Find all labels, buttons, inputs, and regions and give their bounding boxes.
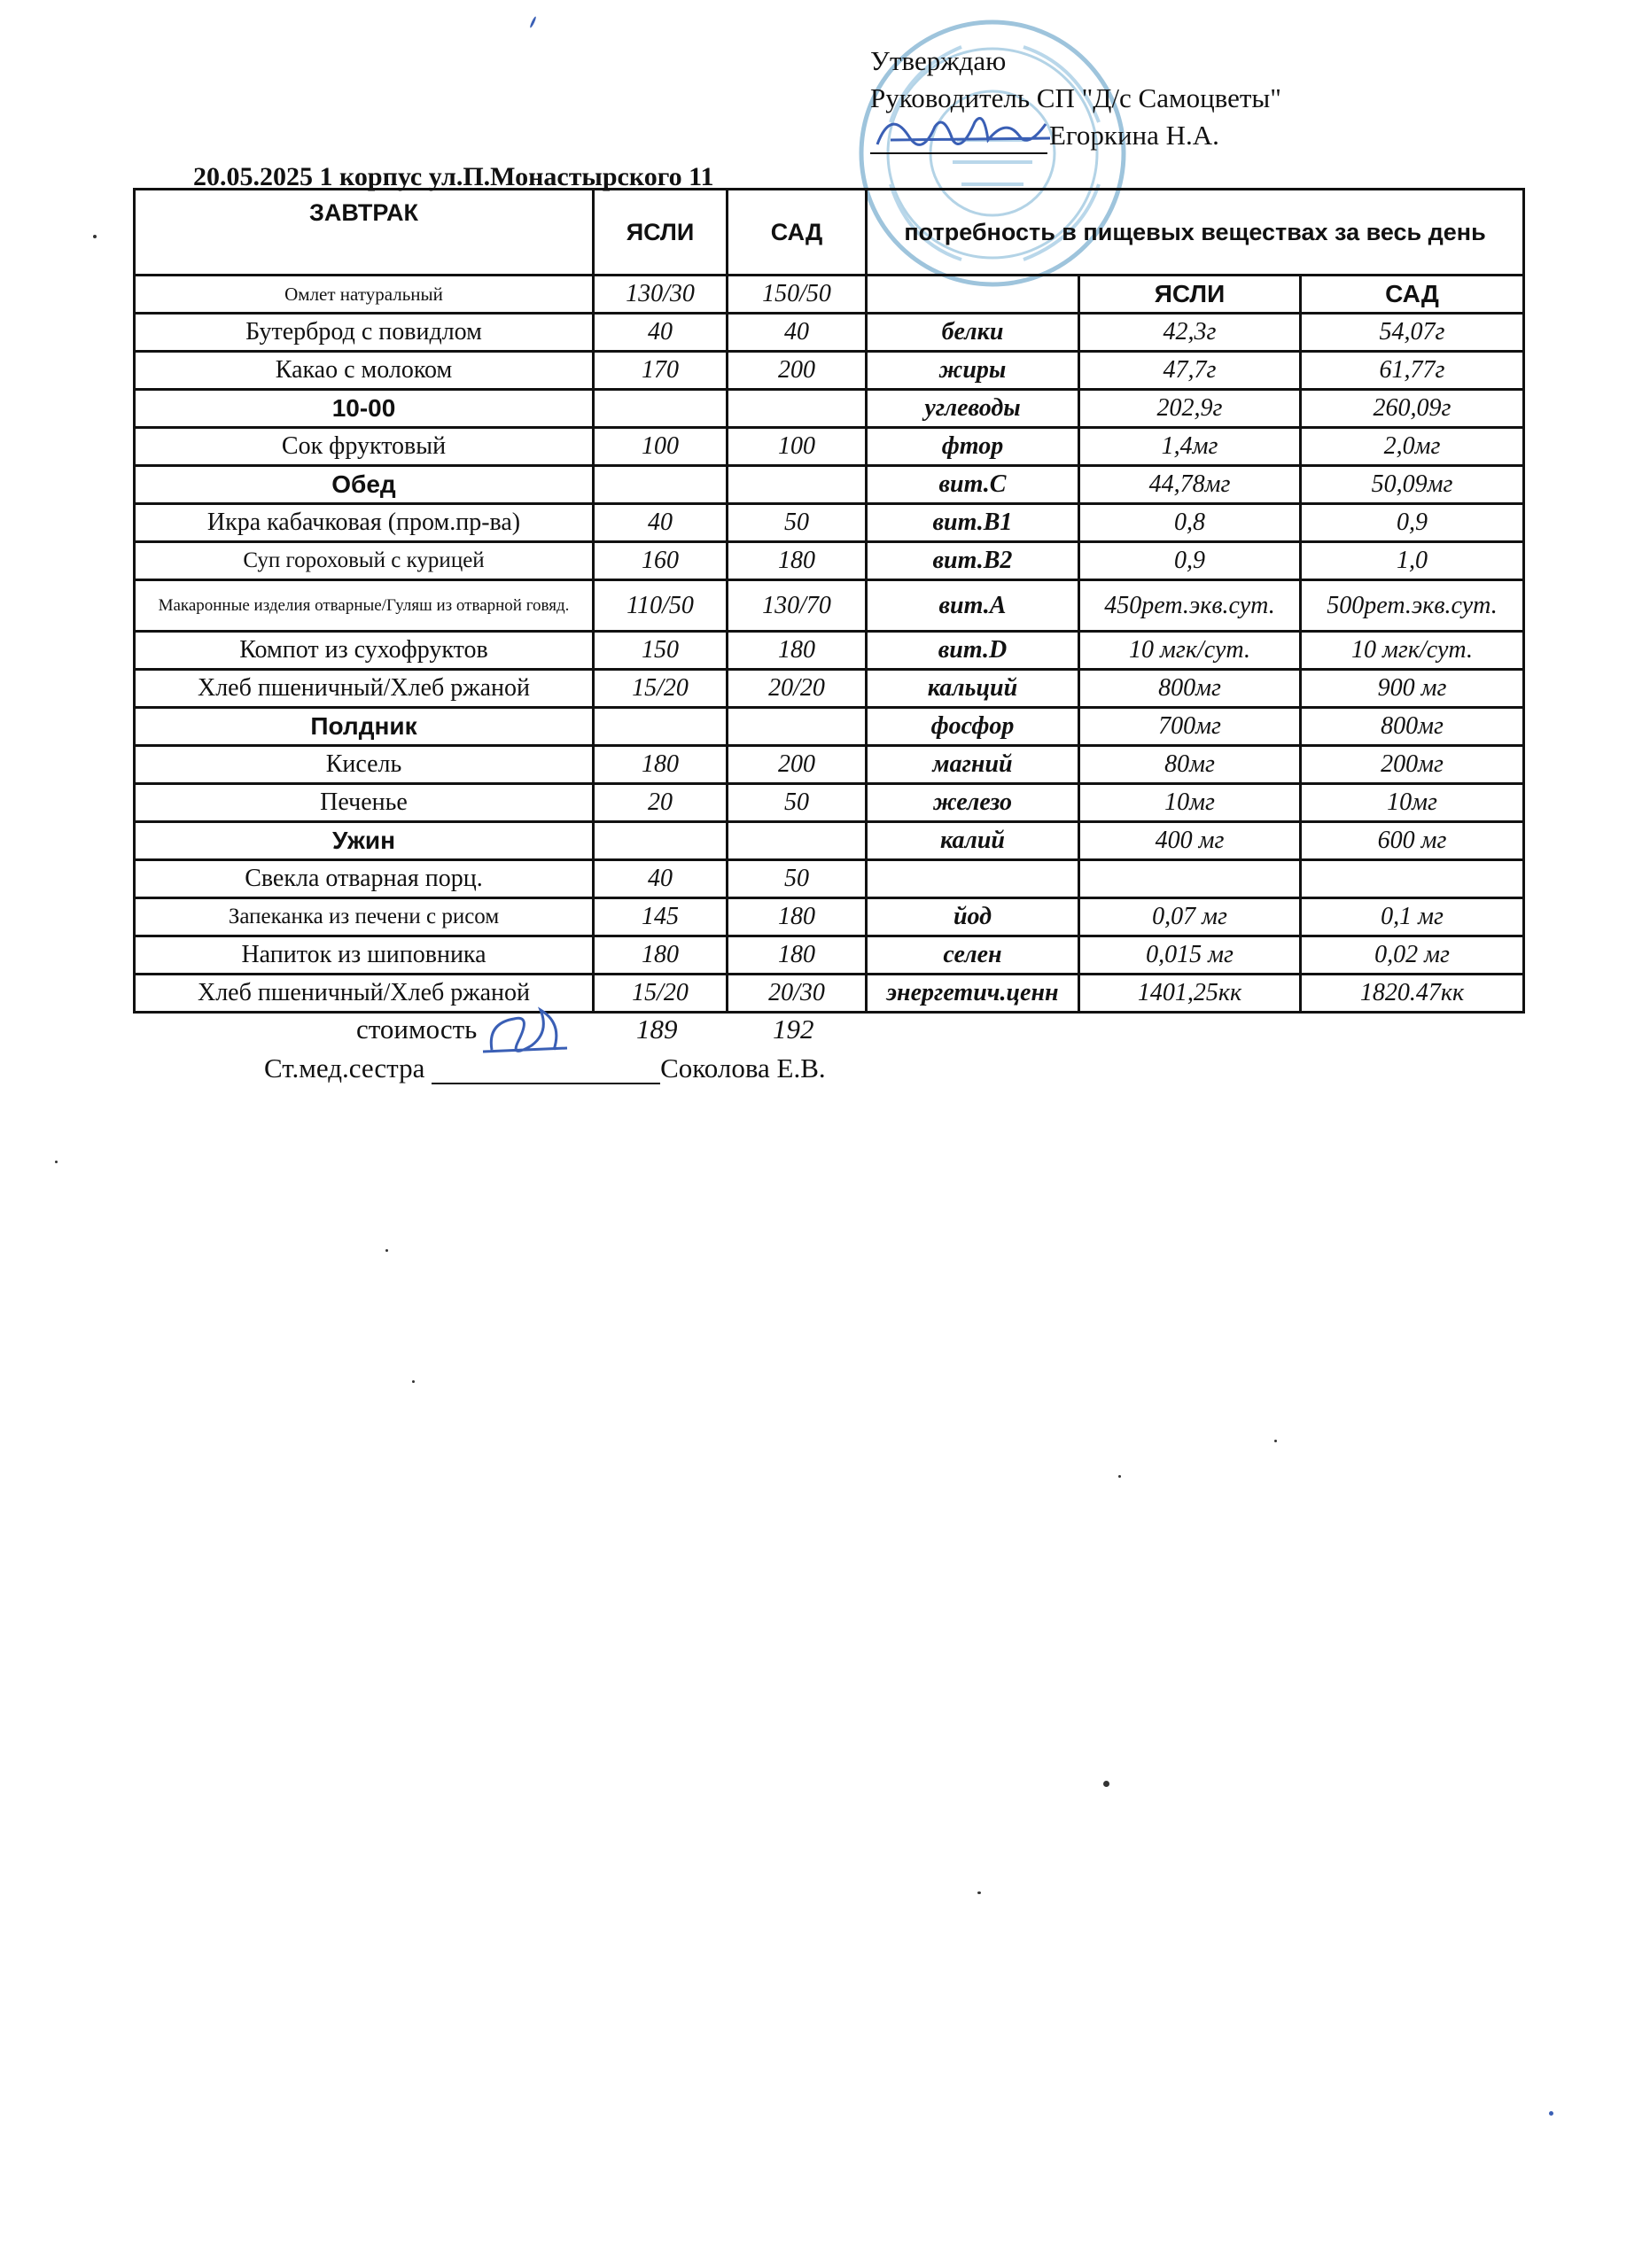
nutrient-name: фтор [867,428,1079,466]
nutrient-blank [867,276,1079,314]
nutrient-yasli: 42,3г [1079,314,1301,352]
nutrient-sad: 600 мг [1301,822,1524,860]
dish-name: Свекла отварная порц. [135,860,594,898]
dish-name: Икра кабачковая (пром.пр-ва) [135,504,594,542]
scan-speck [1549,2111,1553,2116]
nutrient-sad: 61,77г [1301,352,1524,390]
dish-name: Хлеб пшеничный/Хлеб ржаной [135,975,594,1013]
header-sad: САД [728,190,867,276]
nutrient-yasli: 47,7г [1079,352,1301,390]
table-row [135,746,1524,784]
nutrient-yasli: 450рет.экв.сут. [1079,580,1301,632]
table-row [135,784,1524,822]
portion-yasli [594,390,728,428]
nutrient-name: углеводы [867,390,1079,428]
table-row [135,428,1524,466]
nutrient-name: калий [867,822,1079,860]
portion-yasli [594,708,728,746]
nutrient-yasli: 80мг [1079,746,1301,784]
nutrient-yasli: 0,8 [1079,504,1301,542]
portion-sad: 200 [728,746,867,784]
portion-yasli: 15/20 [594,975,728,1013]
dish-name: Суп гороховый с курицей [135,542,594,580]
nutrient-yasli [1079,860,1301,898]
nutrient-sad: 50,09мг [1301,466,1524,504]
table-row [135,390,1524,428]
dish-name: Запеканка из печени с рисом [135,898,594,936]
header-needs: потребность в пищевых веществах за весь день [867,190,1524,276]
nutrient-sad: 0,9 [1301,504,1524,542]
table-row [135,542,1524,580]
nutrient-sad: 2,0мг [1301,428,1524,466]
scan-speck [412,1380,415,1383]
table-row [135,632,1524,670]
nutrient-sad: 900 мг [1301,670,1524,708]
dish-name: Напиток из шиповника [135,936,594,975]
dish-name: 10-00 [135,390,594,428]
nutrient-yasli: 400 мг [1079,822,1301,860]
portion-sad: 50 [728,784,867,822]
nurse-line [264,1052,826,1084]
nutrient-sad: 1820.47кк [1301,975,1524,1013]
portion-sad: 100 [728,428,867,466]
nutrient-sad: 10мг [1301,784,1524,822]
nutrient-yasli: 10мг [1079,784,1301,822]
dish-name: Печенье [135,784,594,822]
nutrient-name [867,860,1079,898]
nutrient-name: железо [867,784,1079,822]
portion-sad: 150/50 [728,276,867,314]
portion-yasli: 100 [594,428,728,466]
nutrient-name: энергетич.ценн [867,975,1079,1013]
portion-yasli: 180 [594,936,728,975]
nutrient-sad: 800мг [1301,708,1524,746]
nutrient-sad: 200мг [1301,746,1524,784]
nutrient-yasli: 0,07 мг [1079,898,1301,936]
portion-sad: 20/20 [728,670,867,708]
nutrient-name: фосфор [867,708,1079,746]
portion-sad [728,822,867,860]
portion-yasli: 170 [594,352,728,390]
nutrient-name: вит.В1 [867,504,1079,542]
dish-name: Сок фруктовый [135,428,594,466]
table-row [135,580,1524,632]
portion-sad: 180 [728,936,867,975]
portion-sad: 130/70 [728,580,867,632]
dish-name: Полдник [135,708,594,746]
nutrient-name: вит.А [867,580,1079,632]
dish-name: Обед [135,466,594,504]
menu-table [133,188,1525,1014]
portion-yasli: 180 [594,746,728,784]
nutrient-yasli: 44,78мг [1079,466,1301,504]
nurse-signature-underline [432,1058,660,1084]
dish-name: Макаронные изделия отварные/Гуляш из отварной говяд. [135,580,594,632]
portion-yasli [594,822,728,860]
scan-speck [93,235,97,238]
nutrient-name: йод [867,898,1079,936]
cost-label: стоимость [356,1014,478,1045]
portion-yasli [594,466,728,504]
table-row [135,936,1524,975]
table-row [135,822,1524,860]
portion-yasli: 150 [594,632,728,670]
nurse-label: Ст.мед.сестра [264,1052,425,1084]
nutrient-yasli: 800мг [1079,670,1301,708]
nutrient-sad: 1,0 [1301,542,1524,580]
nutrient-name: вит.С [867,466,1079,504]
table-row [135,276,1524,314]
header-meal: ЗАВТРАК [135,190,594,276]
table-row [135,504,1524,542]
cost-yasli: 189 [636,1014,678,1045]
table-row [135,352,1524,390]
portion-sad: 50 [728,504,867,542]
cost-line [356,1014,814,1045]
portion-yasli: 110/50 [594,580,728,632]
dish-name: Омлет натуральный [135,276,594,314]
table-row [135,975,1524,1013]
nutrient-yasli: 0,9 [1079,542,1301,580]
nutrient-yasli: 0,015 мг [1079,936,1301,975]
nutrient-yasli: 1,4мг [1079,428,1301,466]
nutrient-name: магний [867,746,1079,784]
portion-yasli: 20 [594,784,728,822]
portion-sad [728,708,867,746]
portion-yasli: 40 [594,314,728,352]
nutrient-sad [1301,860,1524,898]
scan-speck [55,1161,58,1163]
scan-speck [1274,1440,1277,1442]
subheader-sad: САД [1301,276,1524,314]
nutrient-sad: 0,02 мг [1301,936,1524,975]
portion-sad: 40 [728,314,867,352]
header-yasli: ЯСЛИ [594,190,728,276]
nutrient-sad: 260,09г [1301,390,1524,428]
scan-speck [1118,1475,1121,1478]
table-row [135,898,1524,936]
portion-sad [728,466,867,504]
nutrient-sad: 500рет.экв.сут. [1301,580,1524,632]
nutrient-name: белки [867,314,1079,352]
table-row [135,708,1524,746]
nurse-name: Соколова Е.В. [660,1052,826,1084]
menu-date-location: 20.05.2025 1 корпус ул.П.Монастырского 11 [193,162,714,191]
nutrient-yasli: 202,9г [1079,390,1301,428]
approval-position: Руководитель СП "Д/с Самоцветы" [870,82,1281,113]
nutrient-sad: 10 мгк/сут. [1301,632,1524,670]
nutrient-yasli: 1401,25кк [1079,975,1301,1013]
portion-sad: 200 [728,352,867,390]
portion-yasli: 40 [594,504,728,542]
table-row [135,670,1524,708]
nutrient-yasli: 10 мгк/сут. [1079,632,1301,670]
scan-speck [385,1249,388,1252]
dish-name: Какао с молоком [135,352,594,390]
table-row [135,466,1524,504]
table-row [135,860,1524,898]
portion-yasli: 15/20 [594,670,728,708]
table-row [135,314,1524,352]
dish-name: Ужин [135,822,594,860]
subheader-yasli: ЯСЛИ [1079,276,1301,314]
nutrient-name: вит.В2 [867,542,1079,580]
dish-name: Компот из сухофруктов [135,632,594,670]
portion-sad [728,390,867,428]
portion-sad: 50 [728,860,867,898]
portion-sad: 180 [728,898,867,936]
scan-speck [529,16,537,28]
portion-yasli: 40 [594,860,728,898]
nutrient-sad: 54,07г [1301,314,1524,352]
scan-speck [1103,1781,1109,1787]
dish-name: Хлеб пшеничный/Хлеб ржаной [135,670,594,708]
portion-sad: 180 [728,542,867,580]
nutrient-yasli: 700мг [1079,708,1301,746]
dish-name: Бутерброд с повидлом [135,314,594,352]
nutrient-sad: 0,1 мг [1301,898,1524,936]
scan-speck [977,1891,981,1894]
table-header-row [135,190,1524,276]
nutrient-name: жиры [867,352,1079,390]
director-signature [873,105,1068,167]
portion-yasli: 145 [594,898,728,936]
portion-yasli: 130/30 [594,276,728,314]
dish-name: Кисель [135,746,594,784]
approver-name: Егоркина Н.А. [1049,120,1219,151]
nutrient-name: селен [867,936,1079,975]
nutrient-name: вит.D [867,632,1079,670]
portion-sad: 180 [728,632,867,670]
cost-sad: 192 [773,1014,814,1045]
nutrient-name: кальций [867,670,1079,708]
portion-sad: 20/30 [728,975,867,1013]
portion-yasli: 160 [594,542,728,580]
approval-heading: Утверждаю [870,45,1007,76]
